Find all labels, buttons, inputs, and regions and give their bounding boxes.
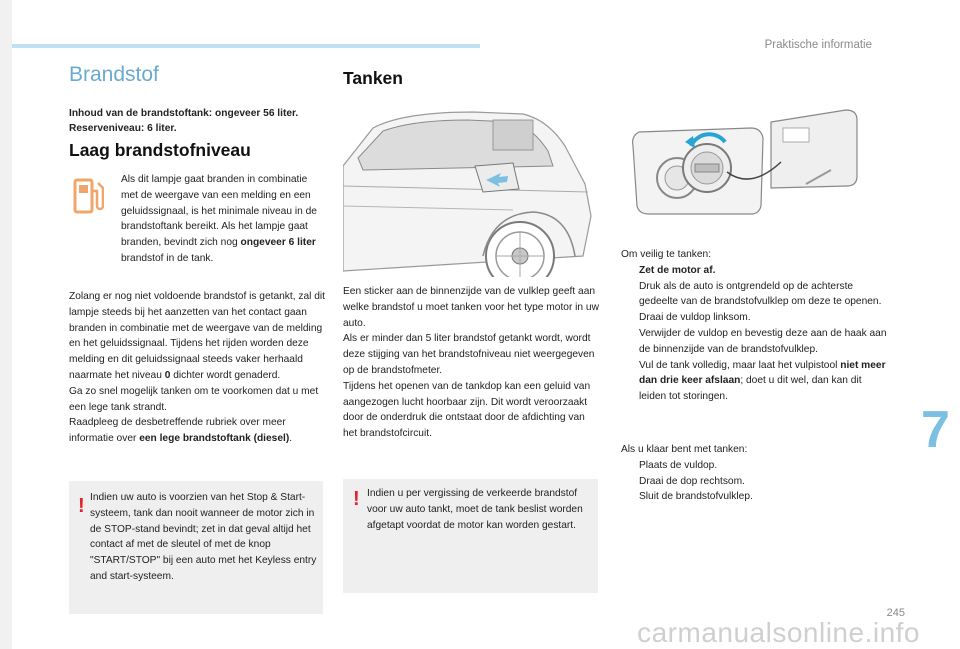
fuel-pump-icon bbox=[72, 174, 104, 218]
step5-text-a: Vul de tank volledig, maar laat het vulpistool bbox=[639, 359, 841, 371]
after-refuelling-steps bbox=[621, 442, 891, 505]
car-fuel-flap-illustration bbox=[343, 106, 598, 277]
step-text: Druk als de auto is ontgrendeld op de achterste gedeelte van de brandstofvulklep om deze te openen. bbox=[639, 280, 882, 308]
step5-text-b: ; doet u dit wel, dan kan dit leiden tot storingen. bbox=[639, 375, 862, 403]
step-item bbox=[621, 263, 891, 279]
refuelling-paragraph-3: Tijdens het openen van de tankdop kan een geluid van aangezogen lucht hoorbaar zijn. Dit wordt veroorzaakt door de onderdruk die ontstaat door de afdichting van het brandstofcircuit. bbox=[343, 380, 591, 440]
low-fuel-body bbox=[69, 289, 331, 447]
after-step-item bbox=[621, 474, 891, 490]
low-fuel-paragraph-1 bbox=[69, 289, 331, 384]
watermark: carmanualsonline.info bbox=[637, 617, 920, 648]
refuelling-body bbox=[343, 284, 601, 442]
p1-text-bold: 0 bbox=[164, 369, 171, 381]
after-step-text: Draai de dop rechtsom. bbox=[639, 475, 745, 487]
step-item bbox=[621, 326, 891, 358]
after-step-text: Sluit de brandstofvulklep. bbox=[639, 491, 753, 503]
p3-text-b: . bbox=[289, 433, 293, 445]
exclamation-icon: ! bbox=[78, 495, 85, 517]
lamp-text-bold: ongeveer 6 liter bbox=[240, 237, 316, 249]
tank-capacity-line: Inhoud van de brandstoftank: ongeveer 56 liter. bbox=[69, 108, 299, 119]
tank-capacity-info bbox=[69, 106, 329, 136]
step-item bbox=[621, 310, 891, 326]
p1-text-a: Zolang er nog niet voldoende brandstof is getankt, zal dit lampje steeds bij het aanzetten van het contact gaan branden in combinatie met de weergave van de melding en het geluidssignaal. Tijdens het rijden worden deze melding en dit geluidssignaal steeds vaker herhaald naarmate het niveau bbox=[69, 291, 325, 381]
after-step-text: Plaats de vuldop. bbox=[639, 459, 718, 471]
page-number: 245 bbox=[886, 607, 905, 619]
after-steps-intro: Als u klaar bent met tanken: bbox=[621, 444, 748, 455]
exclamation-icon: ! bbox=[353, 488, 360, 510]
p3-text-a: Raadpleeg de desbetreffende rubriek over meer informatie over bbox=[69, 417, 286, 445]
stop-start-warning-text: Indien uw auto is voorzien van het Stop & Start-systeem, tank dan nooit wanneer de motor zich in de STOP-stand bevindt; zet in dat geval altijd het contact af met de sleutel of met de knop "START/STOP" bij een auto met het Keyless entry and start-systeem. bbox=[90, 492, 317, 582]
low-fuel-heading: Laag brandstofniveau bbox=[69, 140, 251, 160]
low-fuel-paragraph-2: Ga zo snel mogelijk tanken om te voorkomen dat u met een lege tank strandt. bbox=[69, 385, 319, 413]
reserve-level-line: Reserveniveau: 6 liter. bbox=[69, 123, 177, 134]
lamp-description bbox=[121, 172, 326, 267]
step5-text-bold: niet meer dan drie keer afslaan bbox=[639, 359, 886, 387]
lamp-text-b: brandstof in de tank. bbox=[121, 252, 214, 264]
low-fuel-paragraph-3 bbox=[69, 415, 331, 447]
refuelling-steps bbox=[621, 247, 891, 405]
page-margin-strip bbox=[0, 0, 12, 649]
after-step-item bbox=[621, 458, 891, 474]
wrong-fuel-warning-text: Indien u per vergissing de verkeerde brandstof voor uw auto tankt, moet de tank beslist worden afgetapt voordat de motor kan worden gestart. bbox=[367, 488, 583, 531]
wrong-fuel-warning-box bbox=[343, 479, 598, 593]
step-item bbox=[621, 279, 891, 311]
after-step-item bbox=[621, 489, 891, 505]
refuelling-paragraph-2: Als er minder dan 5 liter brandstof getankt wordt, wordt deze stijging van het brandstofniveau niet weergegeven op de brandstofmeter. bbox=[343, 333, 595, 376]
lamp-text-a: Als dit lampje gaat branden in combinatie met de weergave van een melding en een geluidssignaal, is het minimale niveau in de brandstoftank bereikt. Als het lampje gaat branden, bevindt zich nog bbox=[121, 174, 317, 249]
steps-intro: Om veilig te tanken: bbox=[621, 249, 712, 260]
chapter-number: 7 bbox=[921, 401, 950, 459]
stop-start-warning-box bbox=[69, 481, 323, 614]
refuelling-heading: Tanken bbox=[343, 68, 403, 88]
p1-text-b: dichter wordt genaderd. bbox=[170, 369, 281, 381]
step-item bbox=[621, 358, 891, 405]
page-title: Brandstof bbox=[69, 63, 159, 86]
step-text: Draai de vuldop linksom. bbox=[639, 312, 751, 324]
step-text: Zet de motor af. bbox=[639, 264, 716, 276]
step-text: Verwijder de vuldop en bevestig deze aan de haak aan de binnenzijde van de brandstofvulklep. bbox=[639, 327, 887, 355]
fuel-cap-illustration bbox=[621, 106, 861, 218]
p3-text-bold: een lege brandstoftank (diesel) bbox=[139, 433, 290, 445]
section-label: Praktische informatie bbox=[764, 39, 872, 51]
refuelling-paragraph-1: Een sticker aan de binnenzijde van de vulklep geeft aan welke brandstof u moet tanken voor het type motor in uw auto. bbox=[343, 286, 599, 329]
header-bar bbox=[12, 44, 480, 48]
